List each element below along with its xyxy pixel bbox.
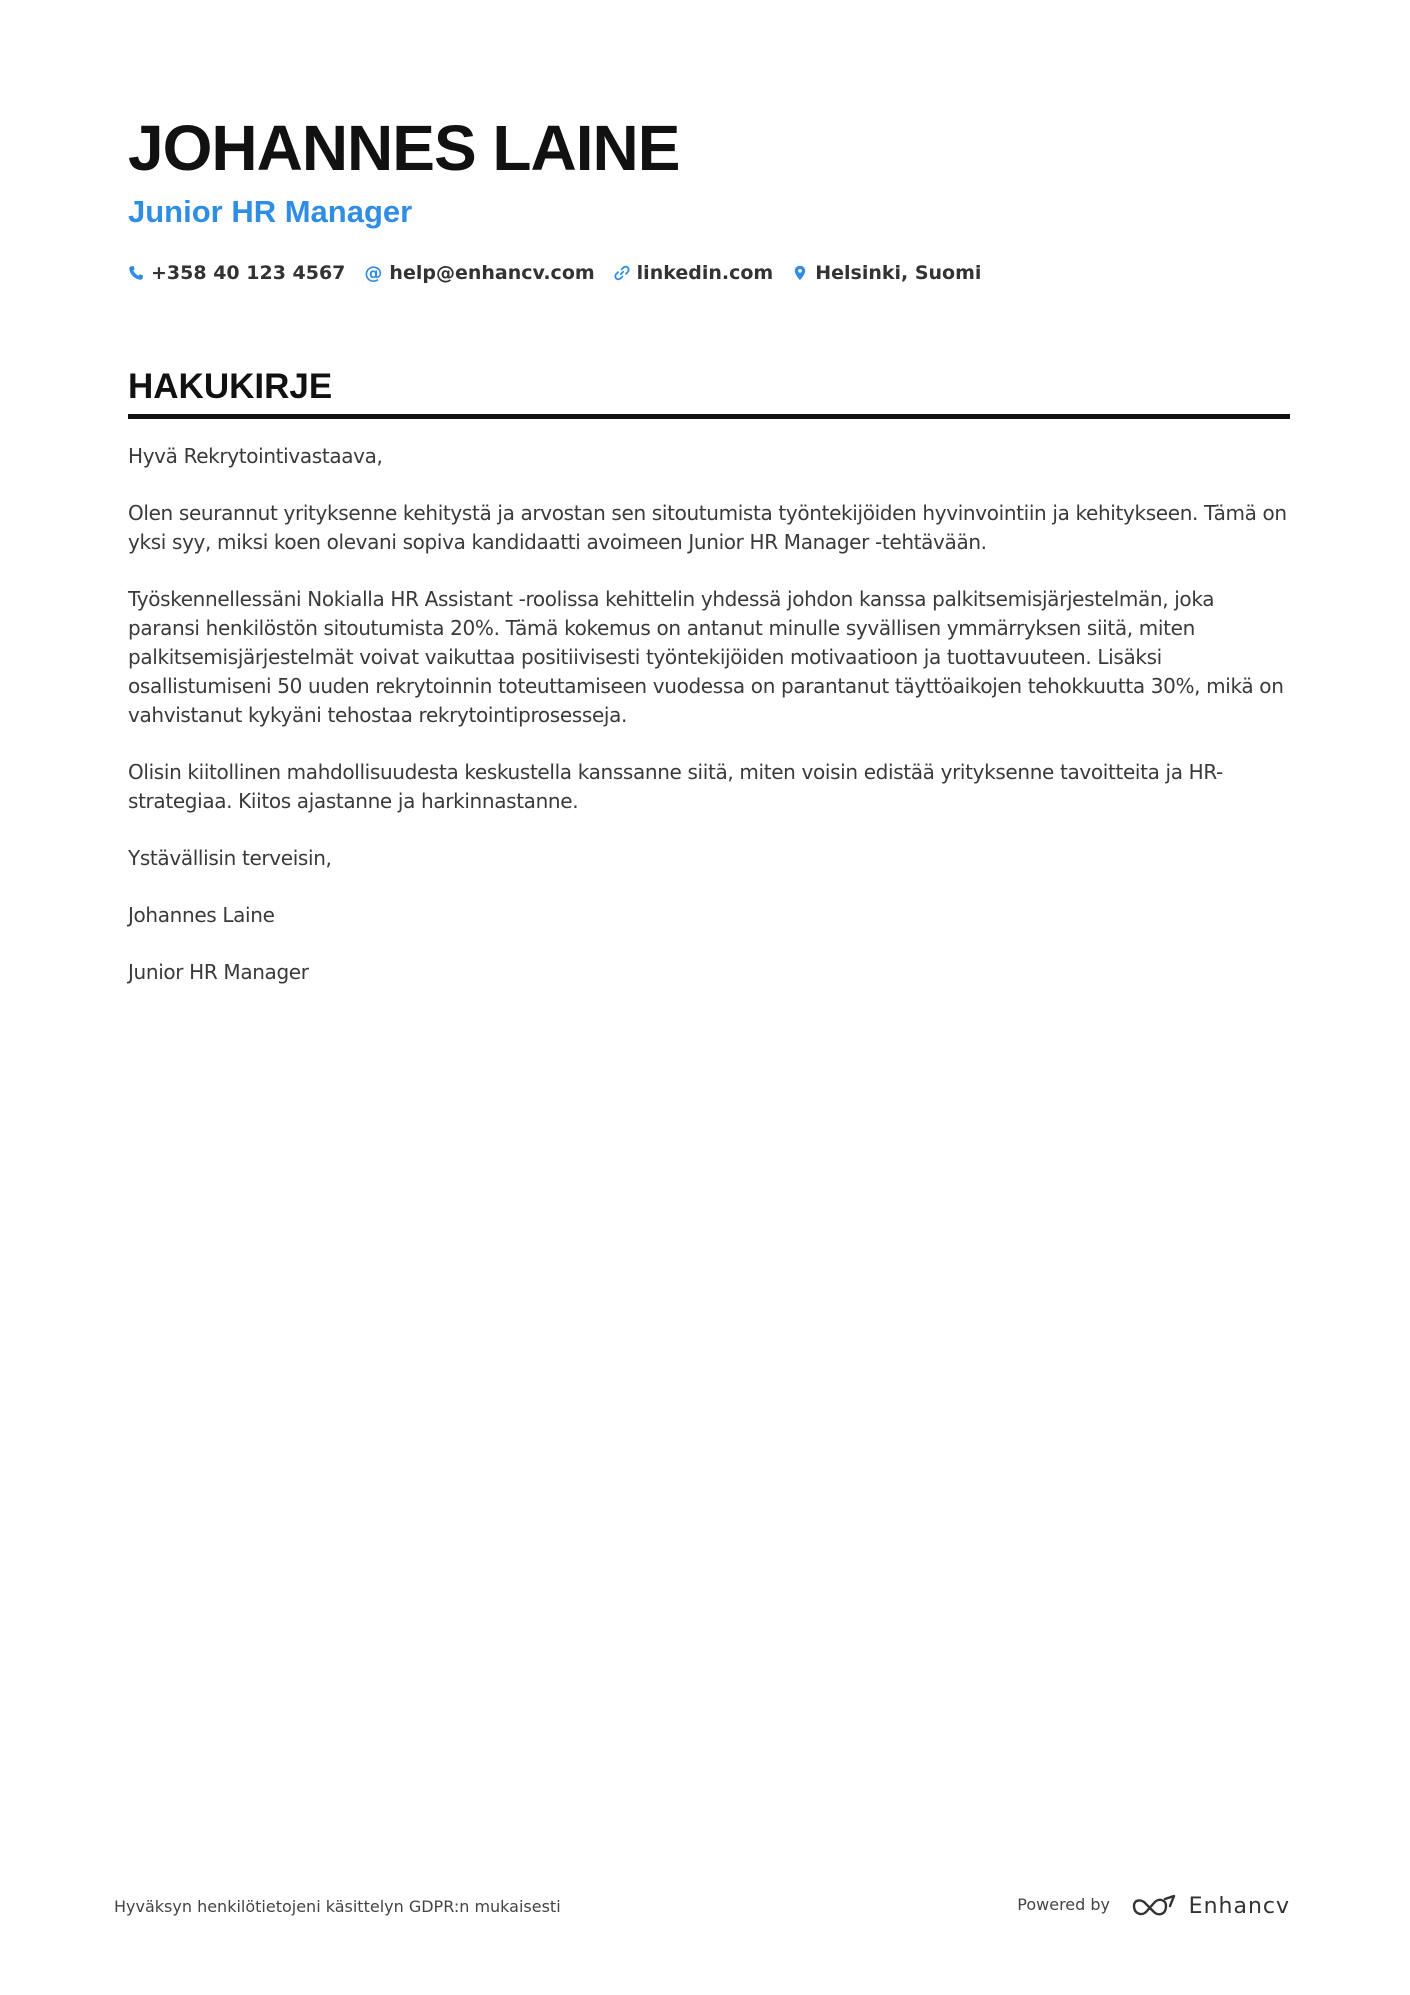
contact-bar [128,258,1290,288]
signature-name: Johannes Laine [128,903,275,927]
letter-paragraph: Työskennellessäni Nokialla HR Assistant -roolissa kehittelin yhdessä johdon kanssa palkitsemisjärjestelmän, joka paransi henkilöstön sitoutumista 20%. Tämä kokemus on antanut minulle syvällisen ymmärryksen siitä, miten palkitsemisjärjestelmät voivat vaikuttaa positiivisesti työntekijöiden motivaatioon ja tuottavuuteen. Lisäksi osallistumiseni 50 uuden rekrytoinnin toteuttamiseen vuodessa on parantanut täyttöaikojen tehokkuutta 30%, mikä on vahvistanut kykyäni tehostaa rekrytointiprosesseja. [128,587,1284,727]
letter-body [128,442,1290,1015]
salutation: Hyvä Rekrytointivastaava, [128,444,383,468]
header [128,108,1290,288]
brand-name: Enhancv [1188,1893,1290,1919]
location: Helsinki, Suomi [815,262,982,284]
link-icon [614,265,630,281]
signature-title: Junior HR Manager [128,960,309,984]
powered-by-label: Powered by [1017,1895,1110,1914]
phone-icon [128,265,144,281]
gdpr-consent-text: Hyväksyn henkilötietojeni käsittelyn GDPR:n mukaisesti [114,1897,561,1916]
applicant-name: JOHANNES LAINE [128,112,680,184]
enhancv-logo-icon [1131,1893,1177,1919]
location-pin-icon [792,265,808,281]
closing: Ystävällisin terveisin, [128,846,332,870]
email-address[interactable]: help@enhancv.com [389,262,595,284]
job-title: Junior HR Manager [128,194,413,229]
enhancv-brand[interactable] [1131,1893,1290,1919]
linkedin-url[interactable]: linkedin.com [636,262,774,284]
section-title: HAKUKIRJE [128,367,333,406]
contact-email[interactable] [364,262,594,284]
contact-phone [128,262,345,284]
section-heading [128,364,1290,419]
letter-paragraph: Olisin kiitollinen mahdollisuudesta keskustella kanssanne siitä, miten voisin edistää yrityksenne tavoitteita ja HR-strategiaa. Kiitos ajastanne ja harkinnastanne. [128,760,1223,813]
letter-paragraph: Olen seurannut yrityksenne kehitystä ja arvostan sen sitoutumista työntekijöiden hyvinvointiin ja kehitykseen. Tämä on yksi syy, miksi koen olevani sopiva kandidaatti avoimeen Junior HR Manager -tehtävään. [128,501,1287,554]
section-divider [128,414,1290,419]
footer [114,1893,1290,1923]
contact-location [792,262,981,284]
contact-linkedin[interactable] [614,262,774,284]
at-icon: @ [364,262,383,284]
phone-number: +358 40 123 4567 [151,262,346,284]
